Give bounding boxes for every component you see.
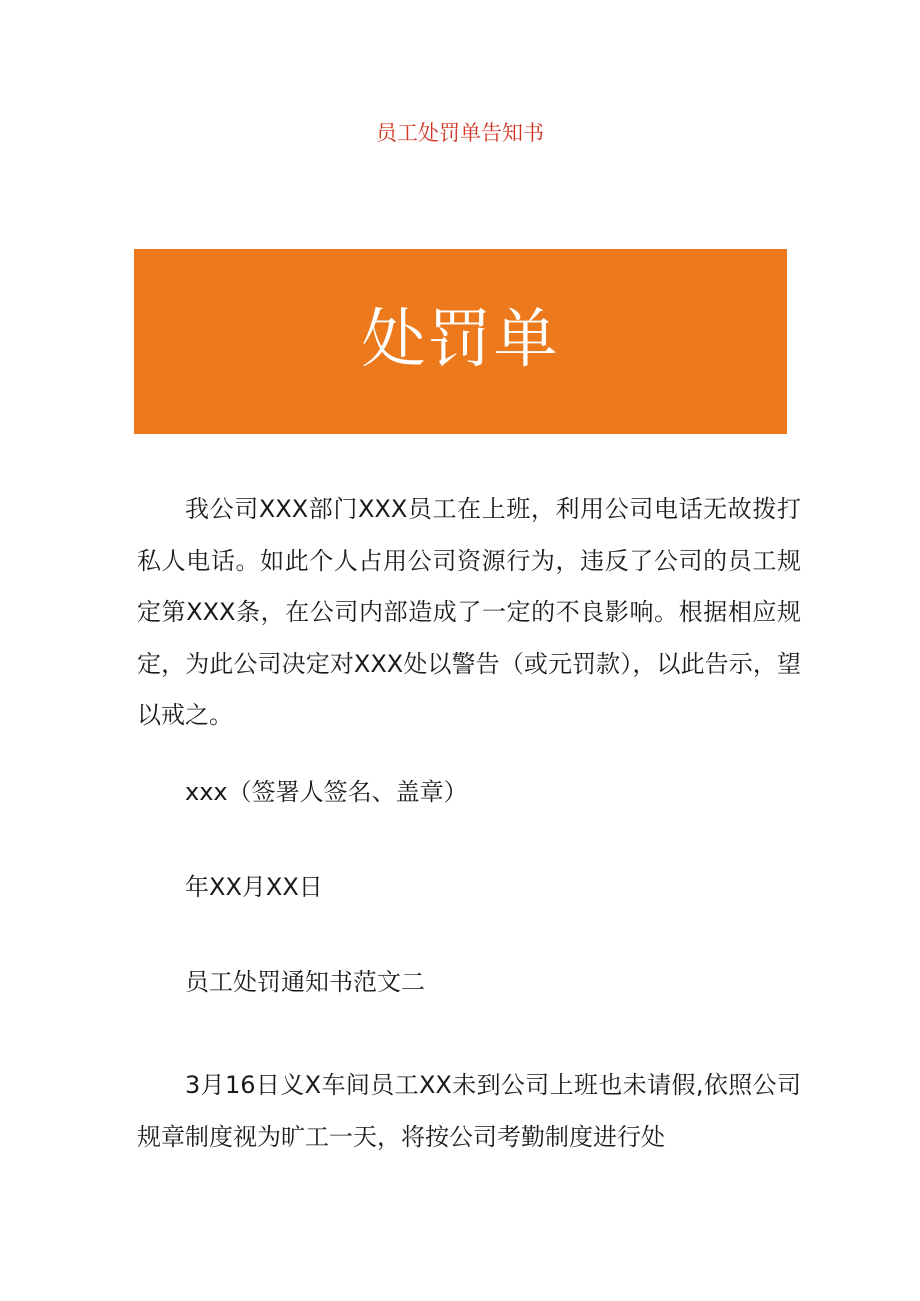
- section-title: 员工处罚通知书范文二: [185, 968, 425, 996]
- signature-line: xxx（签署人签名、盖章）: [185, 778, 468, 806]
- document-title: 员工处罚单告知书: [376, 121, 544, 145]
- penalty-banner: [134, 249, 787, 434]
- banner-text: 处罚单: [361, 302, 560, 377]
- date-line: 年XX月XX日: [185, 873, 323, 901]
- notice-paragraph: 我公司XXX部门XXX员工在上班，利用公司电话无故拨打私人电话。如此个人占用公司资源行为，违反了公司的员工规定第XXX条，在公司内部造成了一定的不良影响。根据相应规定，为此公司决定对XXX处以警告（或元罚款），以此告示，望以戒之。: [137, 495, 801, 729]
- second-notice-paragraph: 3月16日义X车间员工XX未到公司上班也未请假,依照公司规章制度视为旷工一天，将按公司考勤制度进行处: [137, 1071, 801, 1151]
